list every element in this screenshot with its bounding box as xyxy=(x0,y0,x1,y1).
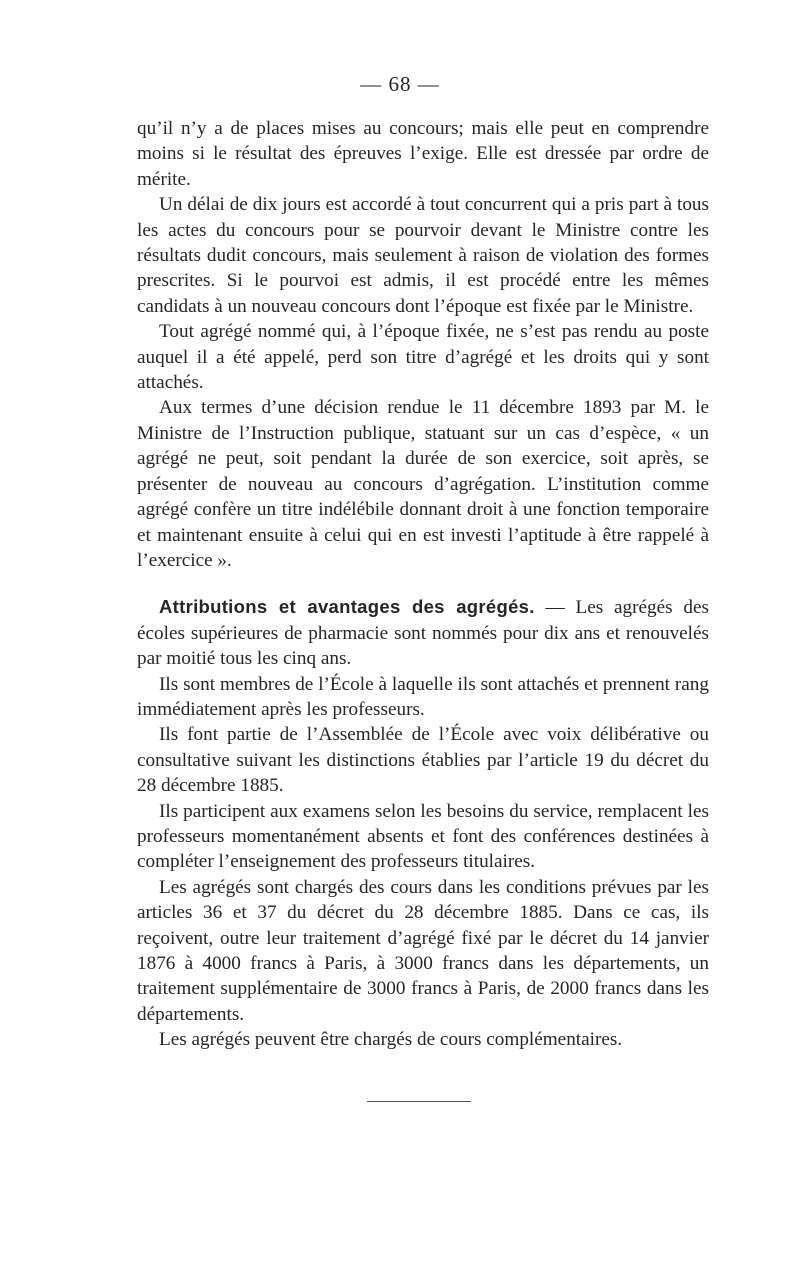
section-heading: Attributions et avantages des agrégés. xyxy=(159,596,535,618)
paragraph: Les agrégés peuvent être chargés de cours complémentaires. xyxy=(159,1029,623,1051)
paragraph: Ils participent aux examens selon les besoins du service, remplacent les professeurs momentanément absents et font des conférences destinées à compléter l’enseignement des professeurs titulaires. xyxy=(137,800,709,873)
section-lead-in: — Les agrégés des écoles supérieures de pharmacie sont nommés pour dix ans et renouvelés par moitié tous les cinq ans. xyxy=(137,597,709,670)
paragraph: Ils font partie de l’Assemblée de l’École avec voix délibérative ou consultative suivant les distinctions établies par l’article 19 du décret du 28 décembre 1885. xyxy=(137,724,709,797)
paragraph: Tout agrégé nommé qui, à l’époque fixée, ne s’est pas rendu au poste auquel il a été appelé, perd son titre d’agrégé et les droits qui y sont attachés. xyxy=(137,321,709,394)
paragraph: Les agrégés sont chargés des cours dans les conditions prévues par les articles 36 et 37 du décret du 28 décembre 1885. Dans ce cas, ils reçoivent, outre leur traitement d’agrégé fixé par le décret du 14 janvier 1876 à 4000 francs à Paris, à 3000 francs dans les départements, un traitement supplémentaire de 3000 francs à Paris, de 2000 francs dans les départements. xyxy=(137,876,709,1025)
paragraph: Un délai de dix jours est accordé à tout concurrent qui a pris part à tous les actes du concours pour se pourvoir devant le Ministre contre les résultats dudit concours, mais seulement à raison de violation des formes prescrites. Si le pourvoi est admis, il est procédé entre les mêmes candidats à un nouveau concours dont l’époque est fixée par le Ministre. xyxy=(137,194,709,317)
section-paragraph xyxy=(137,594,709,671)
page-number: — 68 — xyxy=(360,72,440,96)
paragraph: Aux termes d’une décision rendue le 11 décembre 1893 par M. le Ministre de l’Instruction publique, statuant sur un cas d’espèce, « un agrégé ne peut, soit pendant la durée de son exercice, soit après, se présenter de nouveau au concours d’agrégation. L’institution comme agrégé confère un titre indélébile donnant droit à une fonction temporaire et maintenant ensuite à celui qui en est investi l’aptitude à être rappelé à l’exercice ». xyxy=(137,397,709,571)
section-spacer xyxy=(137,573,709,594)
paragraph: Ils sont membres de l’École à laquelle ils sont attachés et prennent rang immédiatement après les professeurs. xyxy=(137,673,709,720)
end-rule xyxy=(367,1101,471,1102)
body-text xyxy=(137,116,709,1053)
paragraph: qu’il n’y a de places mises au concours; mais elle peut en comprendre moins si le résultat des épreuves l’exige. Elle est dressée par ordre de mérite. xyxy=(137,118,709,190)
